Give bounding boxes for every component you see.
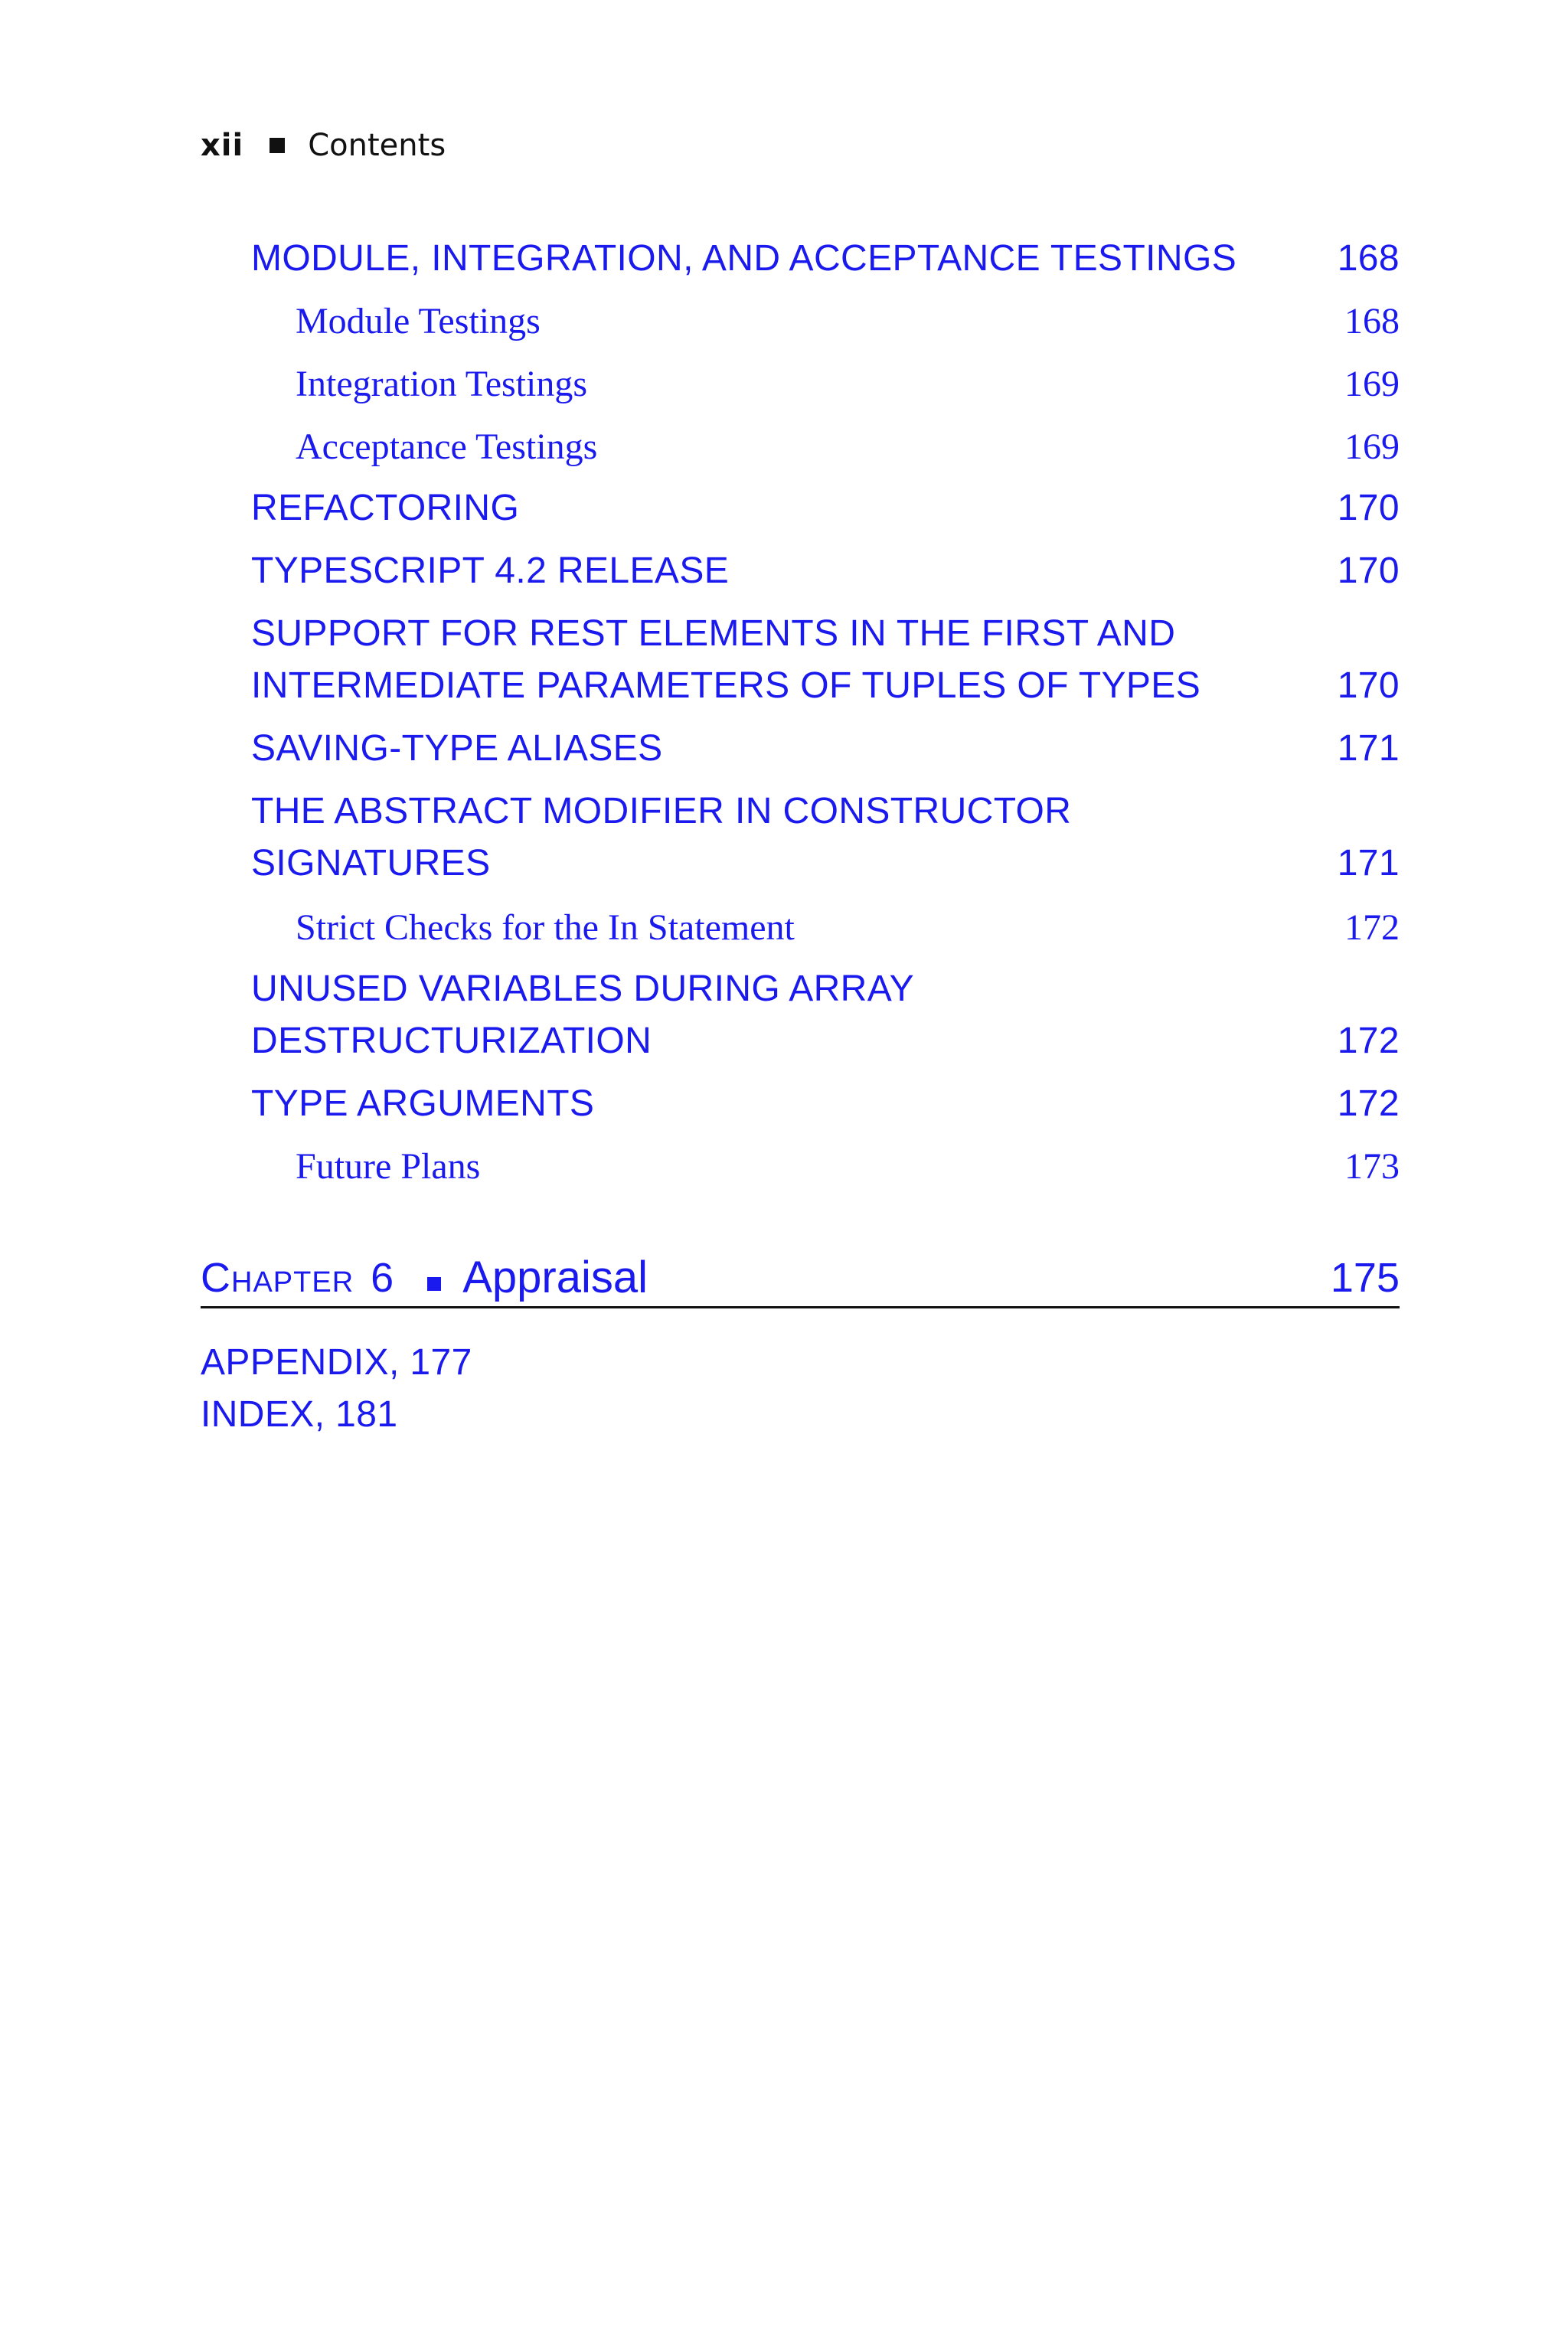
toc-entry[interactable] [251, 233, 1400, 285]
toc-entry[interactable] [251, 545, 1400, 597]
toc-entry-page: 171 [1337, 843, 1400, 884]
toc-entry-label: Future Plans [296, 1146, 481, 1187]
chapter-label: Chapter [201, 1255, 354, 1301]
chapter-page: 175 [1330, 1255, 1400, 1301]
square-bullet-icon [270, 138, 285, 153]
toc-entry-label: REFACTORING [251, 488, 520, 528]
toc-entry-label: Strict Checks for the In Statement [296, 907, 795, 948]
toc-entry-page: 171 [1337, 728, 1400, 769]
back-matter-index[interactable]: INDEX, 181 [201, 1394, 398, 1435]
toc-entry-label: THE ABSTRACT MODIFIER IN CONSTRUCTOR SIGNATURES [251, 791, 1072, 884]
toc-subentry[interactable] [296, 421, 1400, 473]
chapter-title: Appraisal [462, 1253, 648, 1302]
toc-entry-label: Integration Testings [296, 364, 588, 404]
toc-entry-page: 168 [1344, 301, 1400, 341]
toc-entry-page: 170 [1337, 550, 1400, 591]
chapter-number: 6 [371, 1255, 394, 1301]
toc-entry[interactable] [251, 608, 1400, 712]
page-folio: xii [201, 128, 244, 163]
toc-entry-page: 172 [1344, 907, 1400, 948]
toc-entry[interactable] [251, 482, 1400, 534]
toc-entry-label: SAVING-TYPE ALIASES [251, 728, 663, 769]
running-header [201, 122, 446, 168]
running-title: Contents [308, 128, 446, 163]
toc-entry-label: Acceptance Testings [296, 426, 598, 467]
toc-entry-label: UNUSED VARIABLES DURING ARRAY DESTRUCTURIZATION [251, 969, 915, 1061]
toc-entry-page: 169 [1344, 426, 1400, 467]
toc-entry-page: 172 [1337, 1021, 1400, 1061]
square-bullet-icon [427, 1277, 441, 1291]
toc-entry-page: 172 [1337, 1083, 1400, 1124]
toc-entry-page: 173 [1344, 1146, 1400, 1187]
toc-subentry[interactable] [296, 1141, 1400, 1193]
toc-entry-page: 170 [1337, 665, 1400, 706]
toc-entry-label: TYPE ARGUMENTS [251, 1083, 595, 1124]
toc-entry[interactable] [251, 963, 1400, 1067]
toc-entry-page: 168 [1337, 238, 1400, 279]
toc-entry[interactable] [251, 786, 1400, 890]
back-matter-appendix[interactable]: APPENDIX, 177 [201, 1342, 472, 1383]
chapter-entry[interactable] [201, 1234, 1400, 1308]
toc-entry-label: TYPESCRIPT 4.2 RELEASE [251, 550, 730, 591]
toc-entry[interactable] [251, 723, 1400, 775]
toc-entry-page: 169 [1344, 364, 1400, 404]
toc-subentry[interactable] [296, 296, 1400, 348]
toc-entry-page: 170 [1337, 488, 1400, 528]
toc-entry-label: SUPPORT FOR REST ELEMENTS IN THE FIRST AND INTERMEDIATE PARAMETERS OF TUPLES OF TYPES [251, 613, 1201, 706]
toc-entry[interactable] [251, 1078, 1400, 1130]
toc-subentry[interactable] [296, 358, 1400, 410]
toc-entry-label: Module Testings [296, 301, 541, 341]
toc-subentry[interactable] [296, 902, 1400, 954]
toc-entry-label: MODULE, INTEGRATION, AND ACCEPTANCE TESTINGS [251, 238, 1237, 279]
